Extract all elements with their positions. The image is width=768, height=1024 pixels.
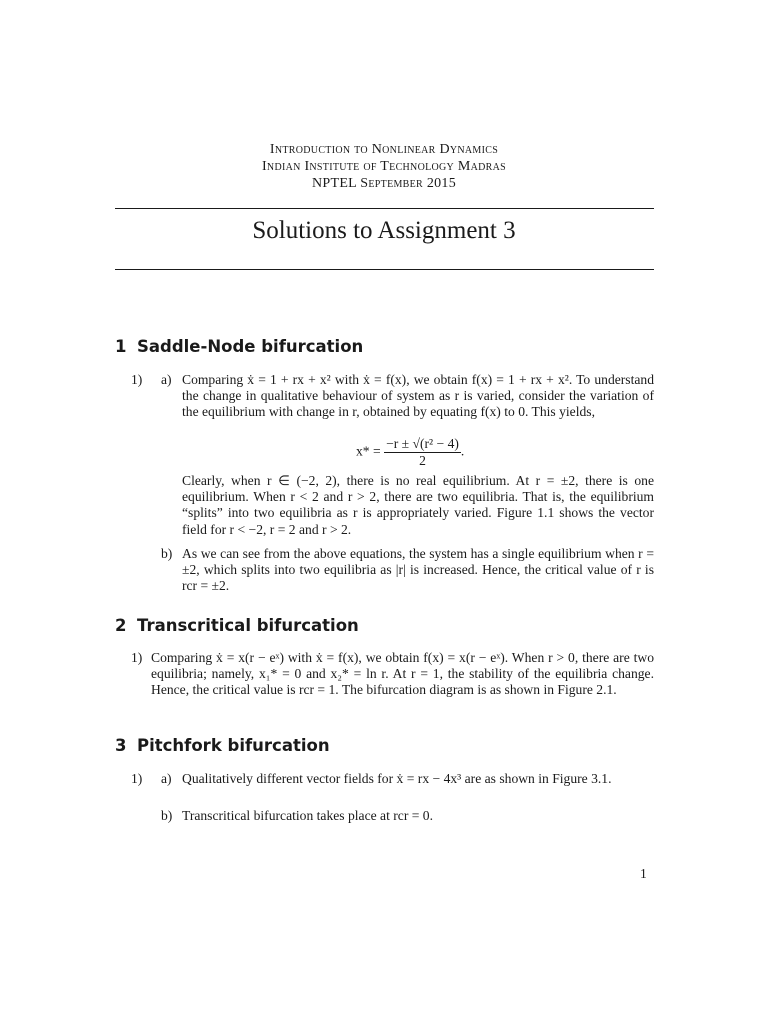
header-date: NPTEL September 2015	[311, 176, 457, 191]
section-heading-2	[115, 616, 359, 636]
document-title: Solutions to Assignment 3	[252, 217, 516, 244]
section-number: 1	[115, 337, 127, 356]
equation-lhs: x* =	[356, 443, 381, 459]
title-rule-top	[115, 208, 654, 209]
header-institute: Indian Institute of Technology Madras	[261, 159, 507, 174]
section-number: 2	[115, 616, 127, 635]
item-label: 1)	[131, 771, 143, 786]
subitem-label-b: b)	[161, 546, 173, 561]
equation-denominator: 2	[419, 453, 426, 468]
section-1-part-b-text: As we can see from the above equations, the system has a single equilibrium when r = ±2, which splits into two equilibria as |r| is increased. Hence, the critical value of r is rcr = ±2.	[182, 546, 654, 594]
section-heading-1	[115, 337, 363, 357]
equilibrium-equation	[356, 436, 464, 469]
section-3-part-a-text: Qualitatively different vector fields for ẋ = rx − 4x³ are as shown in Figure 3.1.	[182, 771, 612, 786]
item-label: 1)	[131, 372, 143, 387]
section-2-text: Comparing ẋ = x(r − eˣ) with ẋ = f(x), we obtain f(x) = x(r − eˣ). When r > 0, there are two equilibria; namely, x₁* = 0 and x₂* = ln r. At r = 1, the stability of the equilibria change. Hence, the critical value is rcr = 1. The bifurcation diagram is as shown in Figure 2.1.	[151, 650, 654, 698]
section-title: Pitchfork bifurcation	[137, 736, 330, 755]
page-number: 1	[640, 866, 647, 881]
equation-fraction	[384, 436, 461, 469]
section-number: 3	[115, 736, 127, 755]
subitem-label-a: a)	[161, 771, 172, 786]
item-label: 1)	[131, 650, 143, 665]
equation-numerator: −r ± √(r² − 4)	[386, 436, 459, 451]
section-1-part-a-text: Comparing ẋ = 1 + rx + x² with ẋ = f(x), we obtain f(x) = 1 + rx + x². To understand the change in qualitative behaviour of system as r is varied, consider the variation of the equilibrium with change in r, obtained by equating f(x) to 0. This yields,	[182, 372, 654, 420]
section-title: Transcritical bifurcation	[137, 616, 359, 635]
header-course: Introduction to Nonlinear Dynamics	[269, 142, 499, 157]
section-heading-3	[115, 736, 330, 756]
section-1-part-a-discussion: Clearly, when r ∈ (−2, 2), there is no real equilibrium. At r = ±2, there is one equilibrium. When r < 2 and r > 2, there are two equilibria. That is, the equilibrium “splits” into two equilibria as r is appropriately varied. Figure 1.1 shows the vector field for r < −2, r = 2 and r > 2.	[182, 473, 654, 537]
equation-period: .	[460, 443, 465, 459]
section-3-part-b-text: Transcritical bifurcation takes place at rcr = 0.	[182, 808, 433, 823]
subitem-label-a: a)	[161, 372, 172, 387]
section-title: Saddle-Node bifurcation	[137, 337, 364, 356]
subitem-label-b: b)	[161, 808, 173, 823]
title-rule-bottom	[115, 269, 654, 270]
